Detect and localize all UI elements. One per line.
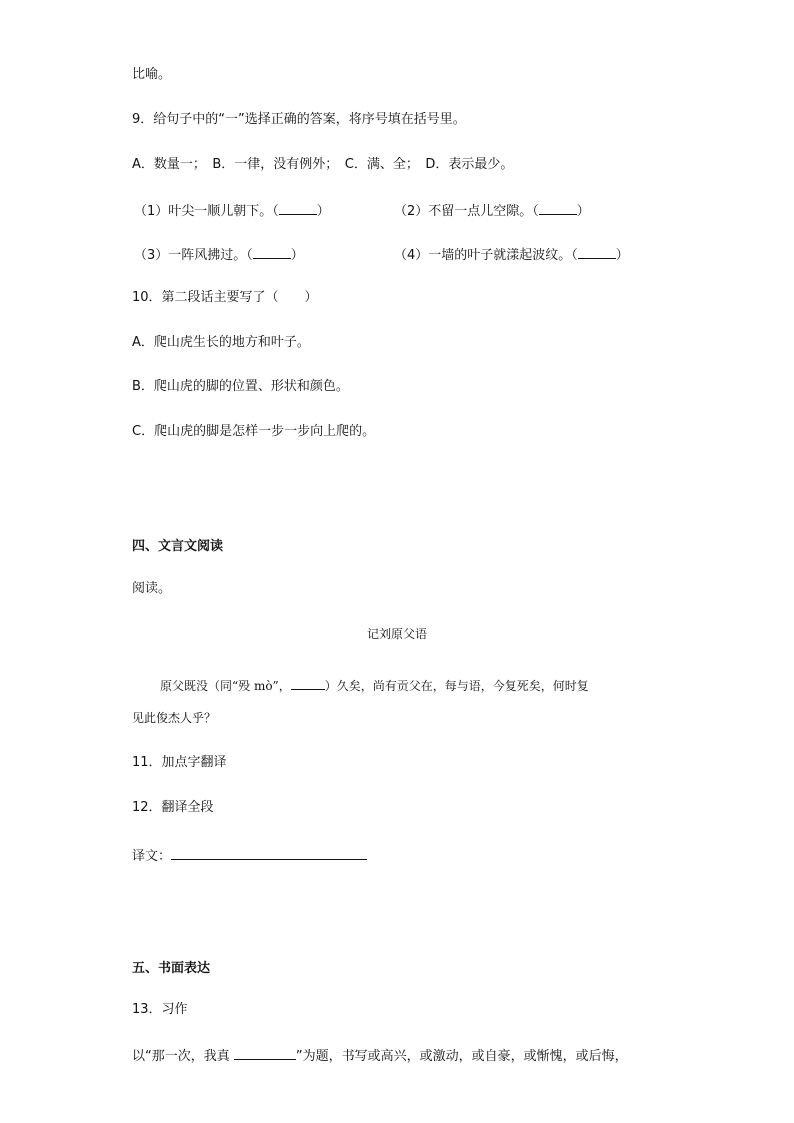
- translation-label: 译文：: [132, 849, 172, 864]
- answer-blank[interactable]: [291, 675, 325, 690]
- passage-text: 原父既没（同“殁 mò”，: [160, 679, 291, 693]
- close-paren: ）: [316, 204, 330, 219]
- question-9-item-3: [134, 244, 304, 265]
- close-paren: ）: [615, 248, 629, 263]
- question-10-option-b: B．爬山虎的脚的位置、形状和颜色。: [132, 379, 349, 394]
- answer-blank[interactable]: [578, 244, 616, 259]
- passage-line-1: [160, 675, 589, 695]
- translation-blank[interactable]: [171, 845, 367, 860]
- prompt-text: 以“那一次，我真: [132, 1049, 230, 1064]
- close-paren: ）: [290, 248, 304, 263]
- section-5-heading: 五、书面表达: [132, 961, 211, 976]
- question-9-item-2: [394, 200, 590, 221]
- read-prompt: 阅读。: [132, 581, 172, 596]
- question-12: 12．翻译全段: [132, 800, 214, 815]
- answer-blank[interactable]: [253, 244, 291, 259]
- answer-blank[interactable]: [279, 200, 317, 215]
- question-9: 9．给句子中的“一”选择正确的答案，将序号填在括号里。: [132, 112, 466, 127]
- item-text: （3）一阵风拂过。（: [134, 248, 253, 263]
- passage-text: ）久矣，尚有贡父在，每与语，今复死矣，何时复: [324, 679, 589, 693]
- item-text: （2）不留一点儿空隙。（: [394, 204, 539, 219]
- passage-title: 记刘原父语: [366, 627, 427, 641]
- text-line: 比喻。: [132, 67, 172, 82]
- section-4-heading: 四、文言文阅读: [132, 539, 224, 554]
- close-paren: ）: [576, 204, 590, 219]
- item-text: （1）叶尖一顺儿朝下。（: [134, 204, 279, 219]
- question-11: 11．加点字翻译: [132, 755, 227, 770]
- question-9-item-4: [394, 244, 629, 265]
- translation-line: [132, 845, 367, 866]
- question-10-option-a: A．爬山虎生长的地方和叶子。: [132, 335, 310, 350]
- question-13-prompt: [132, 1045, 628, 1066]
- answer-blank[interactable]: [539, 200, 577, 215]
- title-blank[interactable]: [234, 1045, 296, 1060]
- passage-line-2: 见此俊杰人乎？: [132, 711, 217, 725]
- question-13: 13．习作: [132, 1002, 188, 1017]
- item-text: （4）一墙的叶子就漾起波纹。（: [394, 248, 578, 263]
- question-10: 10．第二段话主要写了（ ）: [132, 290, 318, 305]
- question-9-item-1: [134, 200, 330, 221]
- prompt-text: ”为题，书写或高兴，或激动，或自豪，或惭愧，或后悔，: [295, 1049, 628, 1064]
- question-9-options: A．数量一； B．一律，没有例外； C．满、全； D．表示最少。: [132, 157, 514, 172]
- question-10-option-c: C．爬山虎的脚是怎样一步一步向上爬的。: [132, 424, 376, 439]
